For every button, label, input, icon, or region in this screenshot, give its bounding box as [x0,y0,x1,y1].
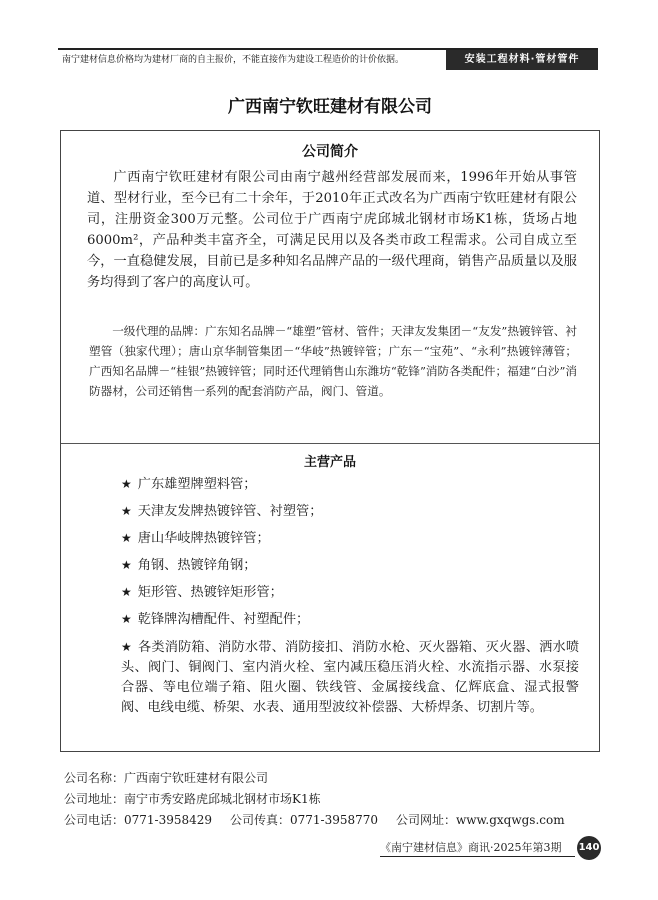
footer-web-value: www.gxqwgs.com [456,813,565,827]
product-text: 矩形管、热镀锌矩形管； [137,585,283,600]
section-divider [61,443,599,444]
product-text: 天津友发牌热镀锌管、衬塑管； [137,504,323,519]
footer-phone-value: 0771-3958429 [124,813,213,827]
star-icon: ★ [121,504,132,518]
footer-company-name [64,769,268,786]
journal-issue: 《南宁建材信息》商讯·2025年第3期 [380,840,575,857]
company-title: 广西南宁钦旺建材有限公司 [228,97,432,117]
product-item [119,471,579,498]
product-text: 各类消防箱、消防水带、消防接扣、消防水枪、灭火器箱、灭火器、洒水喷头、阀门、铜阀门、室内消火栓、室内减压稳压消火栓、水流指示器、水泵接合器、等电位端子箱、阻火圈、铁线管、金属接线盒、亿辉底盒、湿式报警阀、电线电缆、桥架、水表、通用型波纹补偿器、大桥焊条、切割片等。 [121,640,580,715]
product-item [119,606,579,633]
product-text: 唐山华岐牌热镀锌管； [137,531,270,546]
category-tag: 安装工程材料·管材管件 [446,50,598,70]
product-item [119,552,579,579]
product-item [119,633,579,718]
product-text: 角钢、热镀锌角钢； [137,558,257,573]
footer-fax-value: 0771-3958770 [290,813,379,827]
products-title: 主营产品 [303,455,356,470]
footer-address [64,790,321,807]
header-disclaimer: 南宁建材信息价格均为建材厂商的自主报价，不能直接作为建设工程造价的计价依据。 [62,55,405,65]
product-list [119,471,579,718]
star-icon: ★ [121,477,132,491]
footer-address-label: 公司地址： [64,792,125,806]
content-box [60,130,600,752]
product-text: 乾锋牌沟槽配件、衬塑配件； [137,612,310,627]
product-item [119,579,579,606]
product-text: 广东雄塑牌塑料管； [137,477,257,492]
footer-web-label: 公司网址： [396,813,457,827]
footer-name-value: 广西南宁钦旺建材有限公司 [124,771,269,785]
product-item [119,525,579,552]
footer-phone-label: 公司电话： [64,813,125,827]
star-icon: ★ [121,612,132,626]
star-icon: ★ [121,585,132,599]
footer-phone [64,811,212,828]
product-item [119,498,579,525]
intro-title: 公司简介 [302,144,358,160]
footer-address-value: 南宁市秀安路虎邱城北钢材市场K1栋 [124,792,321,806]
footer-fax [230,811,378,828]
footer-fax-label: 公司传真： [230,813,291,827]
footer-website [396,811,565,828]
star-icon: ★ [121,558,132,572]
intro-paragraph: 广西南宁钦旺建材有限公司由南宁越州经营部发展而来，1996年开始从事管道、型材行业，至今已有二十余年，于2010年正式改名为广西南宁钦旺建材有限公司，注册资金300万元整。公司位于广西南宁虎邱城北钢材市场K1栋，货场占地6000m²，产品种类丰富齐全，可满足民用以及各类市政工程需求。公司自成立至今，一直稳健发展，目前已是多种知名品牌产品的一级代理商，销售产品质量以及服务均得到了客户的高度认可。 [87,170,577,290]
brands-paragraph: 一级代理的品牌：广东知名品牌－“雄塑”管材、管件；天津友发集团－“友发”热镀锌管、衬塑管（独家代理）；唐山京华制管集团－“华岐”热镀锌管；广东－“宝苑”、“永利”热镀锌薄管；广西知名品牌－“桂银”热镀锌管；同时还代理销售山东潍坊“乾锋”消防各类配件；福建“白沙”消防器材，公司还销售一系列的配套消防产品，阀门、管道。 [89,324,577,398]
footer-name-label: 公司名称： [64,771,125,785]
star-icon: ★ [121,531,132,545]
page-number: 140 [577,836,601,860]
star-icon: ★ [121,640,132,654]
